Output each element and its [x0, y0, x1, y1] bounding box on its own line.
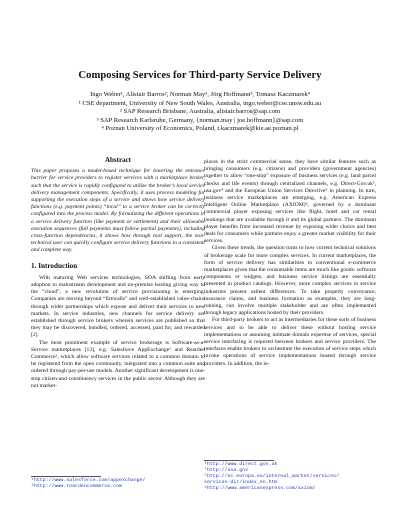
footnote-link[interactable]: ¹http://www.salesforce.com/appexchange/: [31, 478, 146, 483]
right-paragraph-3: For third-party brokers to act as intermediaries for these sorts of business services and to be able to deliver these without hosting service implementations or assuming intimate domain expertise of services, special service interfacing is required between brokers and service providers. The interfaces enable brokers to orchestrate the execution of service steps which invoke operations of service implementations hosted through service providers. In addition, the in-: [204, 317, 376, 367]
footnote-link-continued[interactable]: services-dir/index_en.htm: [204, 480, 278, 485]
affiliation-3: ³ SAP Research Karlsruhe, Germany, {norman.may | joe.hoffmann}@sap.com: [96, 116, 304, 124]
affiliation-4: ⁴ Poznan University of Economics, Poland, t.kaczmarek@kie.ae.poznan.pl: [101, 125, 299, 133]
footnote-link[interactable]: ⁴http://usa.gov: [204, 468, 249, 473]
right-column: [204, 159, 376, 368]
footnotes-right: [204, 462, 376, 492]
footnote-rule-right: [204, 460, 274, 461]
paper-title: Composing Services for Third-party Service Delivery: [78, 70, 322, 81]
affiliation-2: ² SAP Research Brisbane, Australia, alistair.barros@sap.com: [119, 108, 281, 116]
author-names: Ingo Weber¹, Alistair Barros², Norman May³, Jörg Hoffmann³, Tomasz Kaczmarek⁴: [90, 91, 310, 98]
abstract-heading: Abstract: [104, 156, 132, 164]
right-paragraph-2: Given these trends, the question turns to how current technical solutions of brokerage scale for more complex services. In current marketplaces, the form of service delivery has similarities to conventional e-commerce marketplaces given that the consumable items are much like goods: software components or widgets, and business service listings are essentially presented in product catalogs. However, more complex services in service industries present salient differences. To take property conveyance, insurance claims, and business formation as examples, they are long-running, can involve multiple stakeholder and are often implemented through legacy applications hosted by their providers.: [204, 245, 376, 317]
footnote-link[interactable]: ⁶http://www.americanexpress.com/axiom/: [204, 486, 316, 491]
footnote-rule-left: [31, 476, 101, 477]
footnote-link[interactable]: ⁵http://ec.europa.eu/internal_market/services/: [204, 474, 340, 479]
footnote-link[interactable]: ³http://www.direct.gov.uk: [204, 462, 278, 467]
affiliation-1: ¹ CSE department, University of New South Wales, Australia, ingo.weber@cse.unsw.edu.au: [78, 99, 322, 107]
right-paragraph-1: places in the strict commercial sense, they have similar features such as bringing consumers (e.g. citizens) and providers (government agencies) together to allow “one-stop” exposure of business services (e.g. land parcel checks and life events) through centralized channels, e.g. Direct-Gov.uk³, usa.gov⁴ and the European Union Services Directive⁵ in planning. In turn, business service marketplaces are emerging, e.g. American Express Intelligent Online Marketplace (AXIOM)⁶, governed by a dominant commercial player exposing services like flight, hotel and car rental bookings that are available through it and its global partners. The dominant player benefits from increased revenue by exposing wider choice and best deals for consumers while partners enjoy a greater market visibility for their services.: [204, 159, 376, 245]
footnote-link[interactable]: ²http://www.reardencommerce.com: [31, 484, 122, 489]
section-heading-introduction: 1. Introduction: [31, 261, 78, 270]
abstract-text: This paper proposes a model-based technique for lowering the entrance barrier for service providers to register services with a marketplace broker, such that the service is rapidly configured to utilize the broker’s local service delivery management components. Specifically, it uses process modeling for supporting the execution steps of a service and shows how service delivery functions (e.g. payment points) “local” to a service broker can be correctly configured into the process model. By formalizing the different operations in a service delivery function (like payment or settlement) and their allowable execution sequences (full payments must follow partial payments), including cross-function dependencies, it shows how through tool support, the non-technical user can quickly configure service delivery functions in a consistent and complete way.: [31, 168, 205, 254]
author-block: [20, 91, 380, 134]
footnotes-left: [31, 478, 205, 490]
intro-paragraph-1: With maturing Web services technologies, SOA shifting from early adoption to mainstream development and on-premise hosting giving way to the “cloud”, a new revolution of service provisioning is emerging. Companies are moving beyond “firewalls” and well-established value-chains through wider partnerships which expose and deliver their services to new markets. In service industries, new channels for service delivery are established through service brokers wherein services are published so that they may be discovered, bundled, ordered, accessed, paid for, and rewarded [2].: [31, 274, 205, 339]
intro-paragraph-2: The most prominent example of service brokerage is Software-as-a-Service marketplaces [13], e.g. Salesforce AppExchange¹ and Rearden Commerce², which allow software services related to a common domain to be registered from the open community, integrated into a common suite and ordered through pay-per-use models. Another significant development is one-stop citizen-and constituency services in the public sector. Although they are not market-: [31, 339, 205, 389]
left-column: [31, 157, 205, 390]
